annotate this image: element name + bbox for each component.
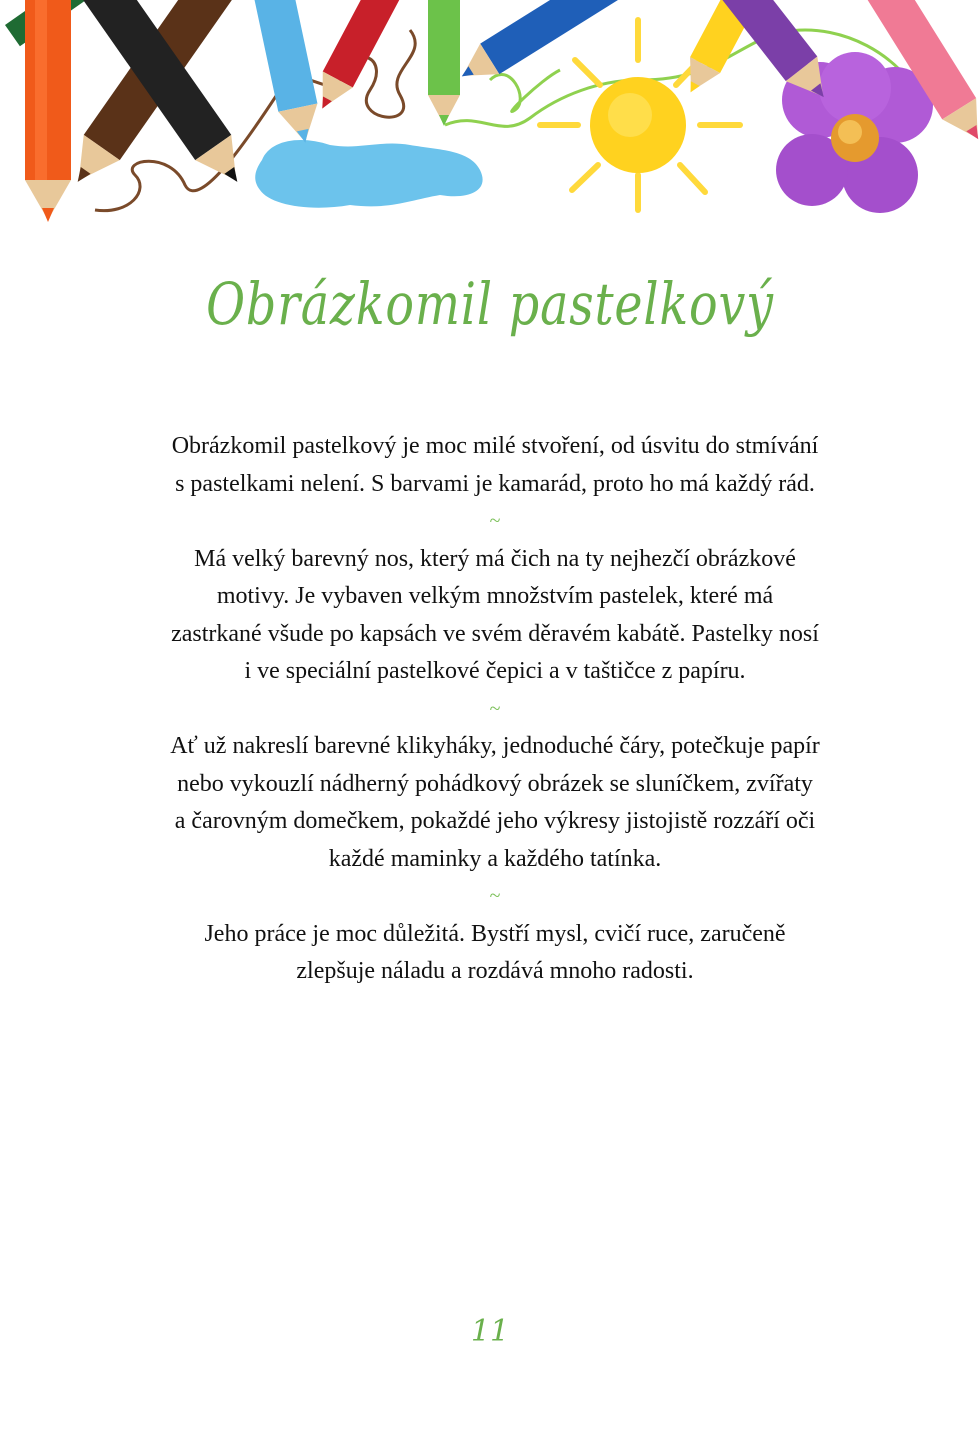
green-pencil-icon <box>428 0 460 126</box>
blue-paint-puddle-icon <box>255 140 482 208</box>
tilde-separator: ~ <box>489 510 501 532</box>
text-line: každé maminky a každého tatínka. <box>328 845 662 872</box>
paragraph-3 <box>110 728 880 878</box>
text-line: i ve speciální pastelkové čepici a v taštičce z papíru. <box>244 658 746 684</box>
tilde-separator: ~ <box>489 697 501 720</box>
red-pencil-icon <box>307 0 404 117</box>
text-line: motivy. Je vybaven velkým množstvím pastelek, které má <box>216 583 774 609</box>
page-number: 11 <box>470 1314 510 1349</box>
text-line: zlepšuje náladu a rozdává mnoho radosti. <box>296 958 694 984</box>
text-line: Obrázkomil pastelkový je moc milé stvoření, od úsvitu do stmívání <box>171 433 819 459</box>
text-line: zastrkané všude po kapsách ve svém děravém kabátě. Pastelky nosí <box>171 620 819 647</box>
text-line: a čarovným domečkem, pokaždé jeho výkresy jistojistě rozzáří oči <box>174 808 816 834</box>
paragraph-2 <box>110 541 880 691</box>
purple-pencil-icon <box>718 0 839 109</box>
text-line: s pastelkami nelení. S barvami je kamarád, proto ho má každý rád. <box>175 470 815 497</box>
text-line: nebo vykouzlí nádherný pohádkový obrázek se sluníčkem, zvířaty <box>177 770 813 797</box>
pencils-header-illustration <box>0 0 980 235</box>
page-title: Obrázkomil pastelkový <box>206 270 774 338</box>
paragraph-1 <box>110 428 880 503</box>
paragraph-4 <box>110 916 880 991</box>
text-line: Má velký barevný nos, který má čich na ty nejhezčí obrázkové <box>194 545 796 572</box>
light-blue-pencil-icon <box>251 0 325 147</box>
orange-pencil-icon <box>25 0 71 222</box>
text-line: Jeho práce je moc důležitá. Bystří mysl, cvičí ruce, zaručeně <box>204 920 786 947</box>
text-line: Ať už nakreslí barevné klikyháky, jednoduché čáry, potečkuje papír <box>170 733 820 759</box>
tilde-separator: ~ <box>489 885 501 907</box>
story-text <box>110 428 880 991</box>
